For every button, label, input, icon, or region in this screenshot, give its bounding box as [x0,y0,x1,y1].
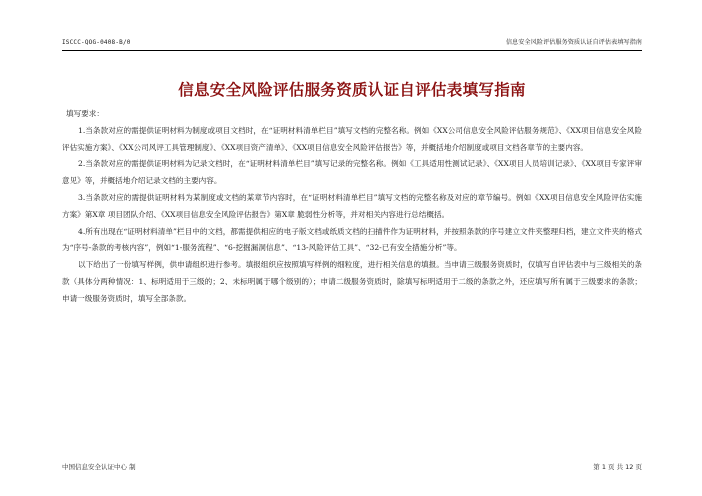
paragraph-2: 2.当条款对应的需提供证明材料为记录文档时，在“证明材料清单栏目”填写记录的完整名称。例如《工具适用性测试记录》、《XX项目人员培训记录》、《XX项目专家评审意见》等，并概括地介绍记录文档的主要内容。 [62,159,642,186]
paragraph-1: 1.当条款对应的需提供证明材料为制度或项目文档时，在“证明材料清单栏目”填写文档的完整名称。例如《XX公司信息安全风险评估服务规范》、《XX项目信息安全风险评估实施方案》、《XX公司风评工具管理制度》、《XX项目资产清单》、《XX项目信息安全风险评估报告》等，并概括地介绍制度或项目文档各章节的主要内容。 [62,125,642,152]
requirements-label: 填写要求： [66,109,104,118]
paragraph-4: 4.所有出现在“证明材料清单”栏目中的文档，都需提供相应的电子版文档或纸质文档的扫描件作为证明材料，并按照条款的序号建立文件夹整理归档，建立文件夹的格式为“序号-条款的考核内容”，例如“1-服务流程”、“6-挖掘漏洞信息”、“13-风险评估工具”、“32-已有安全措施分析”等。 [62,226,642,253]
footer-organization: 中国信息安全认证中心 制 [62,463,136,471]
page-header [62,38,642,51]
document-body [62,106,642,308]
running-title: 信息安全风险评估服务资质认证自评估表填写指南 [505,39,642,46]
paragraph-3: 3.当条款对应的需提供证明材料为某制度或文档的某章节内容时，在“证明材料清单栏目”填写文档的完整名称及对应的章节编号。例如《XX项目信息安全风险评估实施方案》第X章 项目团队介绍、《XX项目信息安全风险评估报告》第X章 脆弱性分析等，并对相关内容进行总结概括。 [62,192,642,219]
document-title: 信息安全风险评估服务资质认证自评估表填写指南 [178,81,526,99]
document-code: ISCCC-QOG-0408-B/0 [62,39,131,46]
paragraph-5: 以下给出了一份填写样例，供申请组织进行参考。填报组织应按照填写样例的细粒度，进行相关信息的填报。当申请三级服务资质时，仅填写自评估表中与三级相关的条款（具体分两种情况：1、标明适用于三级的；2、未标明属于哪个级别的）；申请二级服务资质时，除填写标明适用于二级的条款之外，还应填写所有属于三级要求的条款；申请一级服务资质时，填写全部条款。 [62,260,642,303]
page-number: 第 1 页 共 12 页 [593,463,642,471]
